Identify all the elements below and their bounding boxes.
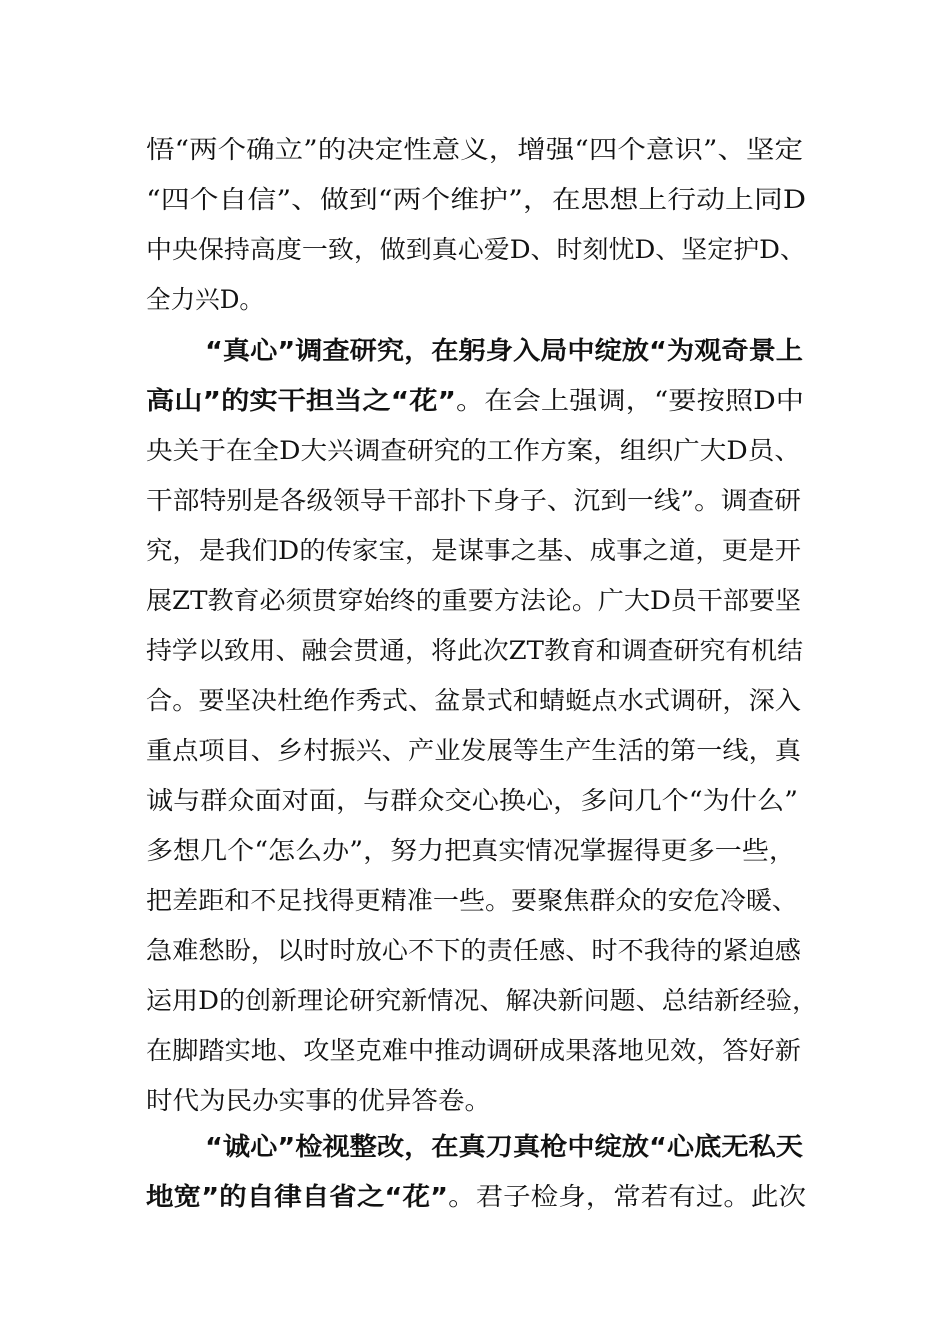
heading-text: 高山”的实干担当之“花”: [146, 386, 457, 415]
text-line: 运用D的创新理论研究新情况、解决新问题、总结新经验，: [146, 986, 818, 1015]
paragraph-1-line-2: [0, 180, 950, 220]
text-line: 干部特别是各级领导干部扑下身子、沉到一线”。调查研: [146, 486, 801, 515]
body-text: 。在会上强调，“要按照D中: [456, 386, 804, 415]
paragraph-1-line-1: [0, 130, 950, 170]
heading-text: “真心”调查研究，在躬身入局中绽放“为观奇景上: [205, 336, 803, 365]
paragraph-2-line-14: [0, 981, 950, 1021]
text-line: 多想几个“怎么办”，努力把真实情况掌握得更多一些，: [146, 836, 796, 865]
text-line: 持学以致用、融会贯通，将此次ZT教育和调查研究有机结: [146, 636, 803, 665]
body-text: 。君子检身，常若有过。此次: [448, 1182, 806, 1211]
paragraph-2-line-5: [0, 531, 950, 571]
text-line: 究，是我们D的传家宝，是谋事之基、成事之道，更是开: [146, 536, 801, 565]
paragraph-2-line-6: [0, 581, 950, 621]
paragraph-2-line-12: [0, 881, 950, 921]
paragraph-2-line-10: [0, 781, 950, 821]
paragraph-1-line-4: [0, 280, 950, 320]
paragraph-2-line-9: [0, 731, 950, 771]
text-line: 诚与群众面对面，与群众交心换心，多问几个“为什么”: [146, 786, 798, 815]
paragraph-3-heading-line-1: [0, 1127, 950, 1167]
text-line: 展ZT教育必须贯穿始终的重要方法论。广大D员干部要坚: [146, 586, 801, 615]
paragraph-2-line-11: [0, 831, 950, 871]
paragraph-1-line-3: [0, 230, 950, 270]
paragraph-2-line-16: [0, 1081, 950, 1121]
text-line: 全力兴D。: [146, 285, 264, 314]
text-line: 把差距和不足找得更精准一些。要聚焦群众的安危冷暖、: [146, 886, 798, 915]
paragraph-2-line-2: [0, 381, 950, 421]
text-line: 时代为民办实事的优异答卷。: [146, 1086, 491, 1115]
text-line: 急难愁盼，以时时放心不下的责任感、时不我待的紧迫感: [146, 936, 801, 965]
text-line: 央关于在全D大兴调查研究的工作方案，组织广大D员、: [146, 436, 801, 465]
text-line: 悟“两个确立”的决定性意义，增强“四个意识”、坚定: [146, 135, 803, 164]
text-line: 在脚踏实地、攻坚克难中推动调研成果落地见效，答好新: [146, 1036, 801, 1065]
paragraph-2-line-13: [0, 931, 950, 971]
text-line: 合。要坚决杜绝作秀式、盆景式和蜻蜓点水式调研，深入: [146, 686, 801, 715]
paragraph-2-line-8: [0, 681, 950, 721]
paragraph-2-line-7: [0, 631, 950, 671]
text-line: 中央保持高度一致，做到真心爱D、时刻忧D、坚定护D、: [146, 235, 806, 264]
paragraph-2-line-3: [0, 431, 950, 471]
mixed-line: [146, 381, 804, 421]
heading-text: “诚心”检视整改，在真刀真枪中绽放“心底无私天: [205, 1132, 803, 1161]
heading-text: 地宽”的自律自省之“花”: [146, 1182, 449, 1211]
paragraph-2-heading-line-1: [0, 331, 950, 371]
paragraph-3-line-2: [0, 1177, 950, 1217]
mixed-line: [146, 1177, 806, 1217]
text-line: “四个自信”、做到“两个维护”，在思想上行动上同D: [146, 185, 806, 214]
paragraph-2-line-4: [0, 481, 950, 521]
text-line: 重点项目、乡村振兴、产业发展等生产生活的第一线，真: [146, 736, 801, 765]
paragraph-2-line-15: [0, 1031, 950, 1071]
